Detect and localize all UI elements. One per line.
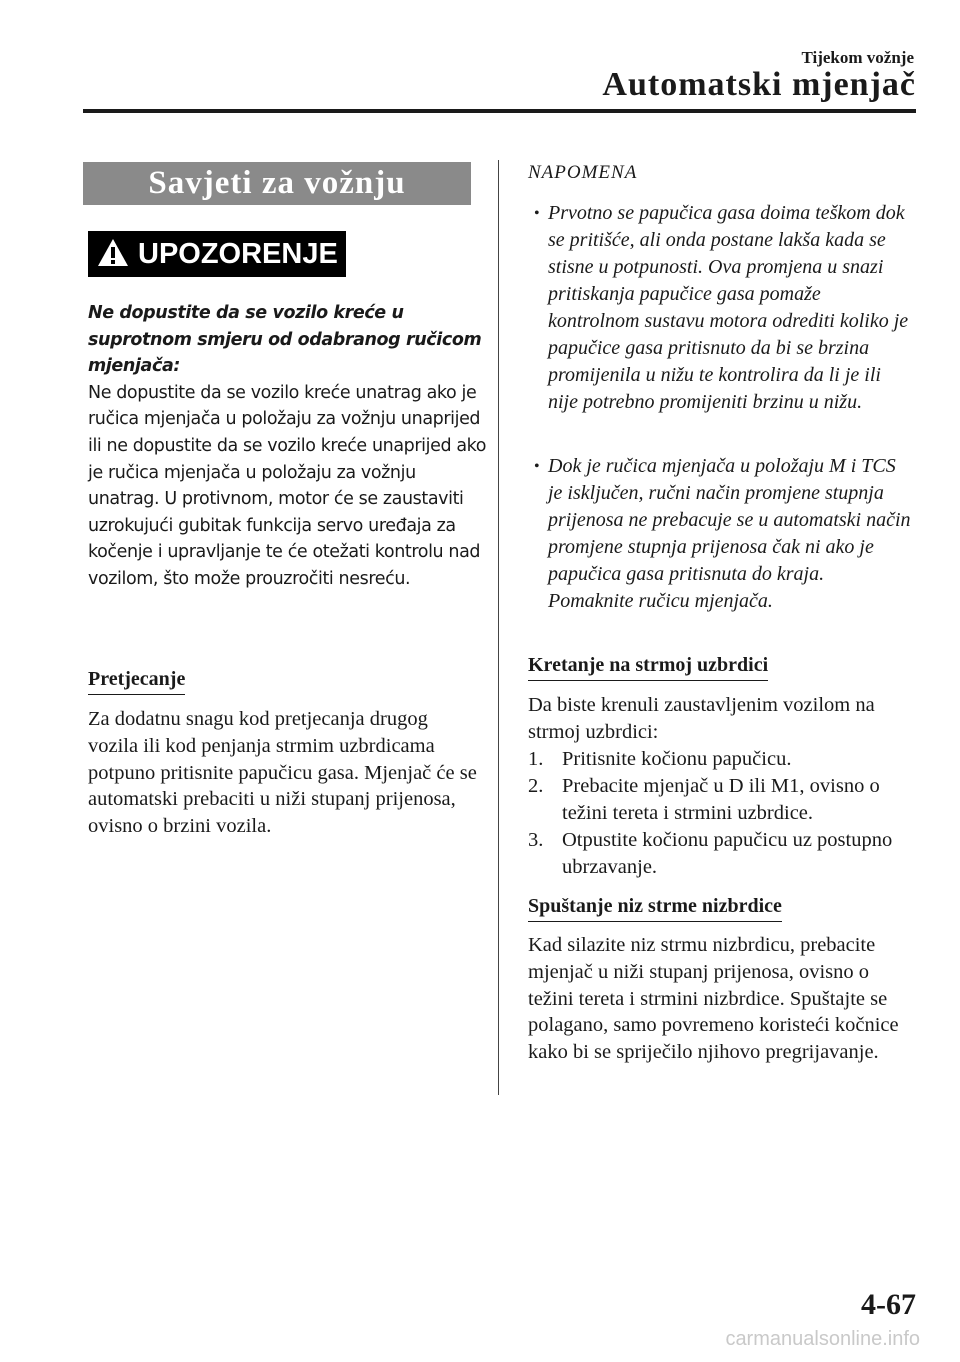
note-item [528, 453, 913, 615]
downhill-heading: Spuštanje niz strme nizbrdice [528, 895, 782, 922]
note-text: Prvotno se papučica gasa doima teškom dok se pritišće, ali onda postane lakša kada se stisne u potpunosti. Ova promjena u snazi pritiskanja papučice gasa pomaže kontrolnom sustavu motora odrediti koliko je papučice gasa pritisnuto da bi se brzina promijenila u nižu te kontrolira da li je ili nije potrebno promijeniti brzinu u nižu. [548, 202, 909, 413]
step-item [528, 773, 913, 827]
step-text: Pritisnite kočionu papučicu. [562, 748, 792, 770]
step-item [528, 827, 913, 881]
step-text: Prebacite mjenjač u D ili M1, ovisno o težini tereta i strmini uzbrdice. [562, 775, 880, 824]
step-number: 3. [528, 829, 544, 851]
header-section-label: Tijekom vožnje [801, 48, 914, 67]
overtaking-text: Za dodatnu snagu kod pretjecanja drugog vozila ili kod penjanja strmim uzbrdicama potpuno pritisnite papučicu gasa. Mjenjač će se automatski prebaciti u niži stupanj prijenosa, ovisno o brzini vozila. [88, 708, 477, 838]
note-title: NAPOMENA [528, 162, 638, 183]
step-number: 1. [528, 748, 544, 770]
warning-body [88, 300, 488, 593]
warning-text: Ne dopustite da se vozilo kreće unatrag ako je ručica mjenjača u položaju za vožnju unaprijed ili ne dopustite da se vozilo kreće unaprijed ako je ručica mjenjača u položaju za vožnju unatrag. U protivnom, motor će se zaustaviti uzrokujući gubitak funkcija servo uređaja za kočenje i upravljanje te će otežati kontrolu nad vozilom, što može prouzročiti nesreću. [88, 382, 487, 589]
bullet-icon: • [534, 458, 540, 475]
footer-watermark: carmanualsonline.info [725, 1328, 920, 1350]
uphill-heading: Kretanje na strmoj uzbrdici [528, 654, 768, 681]
step-item [528, 746, 913, 773]
warning-triangle-icon [96, 237, 130, 269]
uphill-intro: Da biste krenuli zaustavljenim vozilom na strmoj uzbrdici: [528, 694, 875, 743]
note-item [528, 200, 913, 416]
downhill-text: Kad silazite niz strmu nizbrdicu, prebacite mjenjač u niži stupanj prijenosa, ovisno o težini tereta i strmini nizbrdice. Spuštajte se polagano, samo povremeno koristeći kočnice kako bi se spriječilo njihovo pregrijavanje. [528, 934, 899, 1064]
bullet-icon: • [534, 205, 540, 222]
warning-heading: Ne dopustite da se vozilo kreće u suprotnom smjeru od odabranog ručicom mjenjača: [88, 303, 482, 377]
overtaking-heading: Pretjecanje [88, 668, 185, 695]
header-chapter-title: Automatski mjenjač [602, 66, 916, 103]
warning-label-text: UPOZORENJE [138, 238, 338, 270]
section-banner: Savjeti za vožnju [83, 162, 471, 205]
column-divider [498, 160, 499, 1095]
note-text: Dok je ručica mjenjača u položaju M i TCS je isključen, ručni način promjene stupnja prijenosa ne prebacuje se u automatski način promjene stupnja prijenosa čak ni ako je papučica gasa pritisnuta do kraja. Pomaknite ručicu mjenjača. [548, 455, 911, 612]
page-number: 4-67 [861, 1288, 916, 1321]
warning-label [88, 231, 346, 277]
step-text: Otpustite kočionu papučicu uz postupno ubrzavanje. [562, 829, 893, 878]
step-number: 2. [528, 775, 544, 797]
header-rule [83, 109, 916, 113]
